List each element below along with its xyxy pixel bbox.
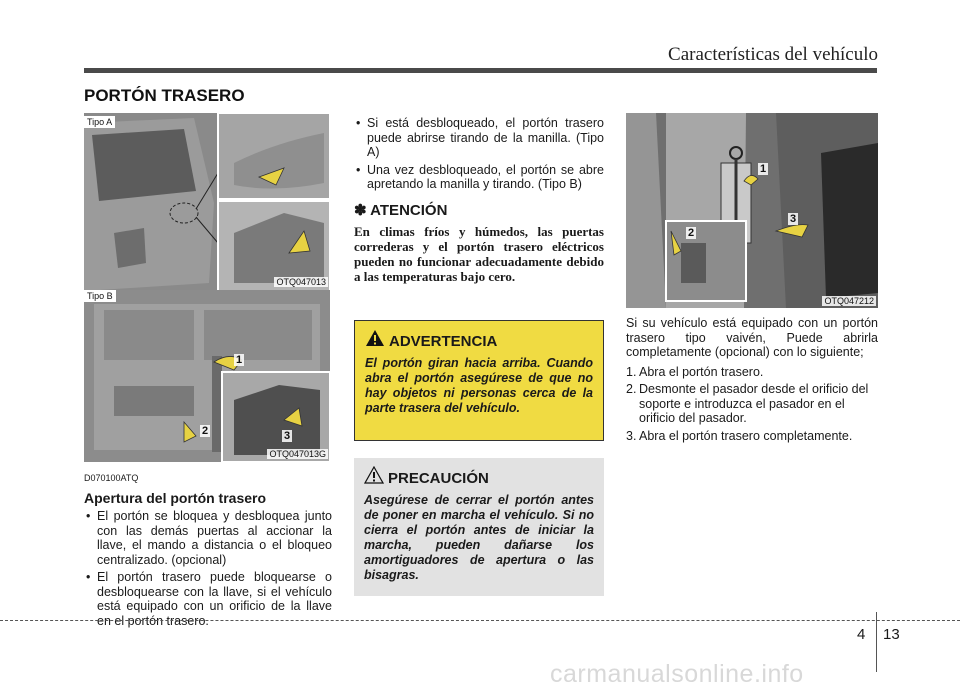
caution-triangle-icon — [364, 466, 384, 484]
marker-3: 3 — [284, 430, 291, 442]
list-item: 1. Abra el portón trasero. — [626, 364, 764, 379]
footer-rule — [0, 620, 960, 621]
figure-swing-tailgate — [626, 113, 878, 308]
swing-tailgate-illustration — [626, 113, 878, 308]
bullet-list — [84, 509, 332, 628]
bullet-list — [354, 116, 604, 192]
doc-code: D070100ATQ — [84, 473, 139, 483]
subsection-heading: Apertura del portón trasero — [84, 489, 267, 506]
attention-text: En climas fríos y húmedos, las puertas correderas y el portón trasero eléctricos pueden no funcionar adecuadamente debido a las temperaturas bajo cero. — [354, 224, 604, 284]
warning-title: ADVERTENCIA — [389, 333, 593, 350]
warning-text: El portón giran hacia arriba. Cuando abra el portón asegúrese de que no hay objetos ni personas cerca de la parte trasera del vehículo. — [365, 356, 593, 415]
list-item: • Si está desbloqueado, el portón trasero puede abrirse tirando de la manilla. (Tipo A) — [354, 116, 604, 160]
section-title: PORTÓN TRASERO — [84, 86, 245, 105]
marker-2: 2 — [688, 227, 695, 239]
header-rule — [84, 68, 877, 73]
figure-tag: Tipo B — [84, 290, 116, 302]
marker-1: 1 — [236, 354, 243, 366]
figure-type-b — [84, 290, 330, 462]
list-item: • El portón se bloquea y desbloquea junto con las demás puertas al accionar la llave, el mando a distancia o el bloqueo centralizado. (opcional) — [84, 509, 332, 567]
column-2 — [354, 116, 604, 284]
tailgate-type-a-illustration — [84, 113, 330, 291]
caution-box — [354, 458, 604, 596]
list-item: 3. Abra el portón trasero completamente. — [626, 428, 853, 443]
figure-code: OTQ047013 — [276, 277, 326, 287]
column-1 — [84, 471, 332, 631]
list-item: • Una vez desbloqueado, el portón se abre apretando la manilla y tirando. (Tipo B) — [354, 163, 604, 192]
watermark: carmanualsonline.info — [550, 660, 804, 688]
warning-triangle-icon — [365, 329, 385, 347]
page-number: 13 — [883, 626, 900, 643]
steps-list — [626, 365, 878, 444]
marker-3: 3 — [790, 213, 797, 225]
warning-box — [354, 320, 604, 441]
chapter-number: 4 — [857, 626, 866, 643]
caution-text: Asegúrese de cerrar el portón antes de poner en marcha el vehículo. Si no cierra el portón antes de iniciar la marcha, pueden dañarse los amortiguadores de apertura o las bisagras. — [364, 493, 594, 582]
marker-2: 2 — [202, 425, 209, 437]
intro-paragraph: Si su vehículo está equipado con un portón trasero tipo vaivén, Puede abrirla completamente (opcional) con lo siguiente; — [626, 316, 878, 359]
figure-code: OTQ047212 — [824, 296, 874, 306]
caution-title: PRECAUCIÓN — [388, 470, 594, 487]
figure-type-a — [84, 113, 330, 291]
figure-code: OTQ047013G — [269, 449, 326, 459]
attention-heading: ✽ ATENCIÓN — [354, 201, 448, 219]
page-number-separator — [876, 612, 877, 672]
chapter-title: Características del vehículo — [668, 44, 878, 65]
marker-1: 1 — [760, 163, 767, 175]
list-item: 2. Desmonte el pasador desde el orificio del soporte e introduzca el pasador en el orificio del pasador. — [626, 382, 869, 425]
figure-tag: Tipo A — [84, 116, 115, 128]
list-item: • El portón trasero puede bloquearse o desbloquearse con la llave, si el vehículo está equipado con un orificio de la llave en el portón trasero. — [84, 570, 332, 628]
column-3 — [626, 316, 878, 446]
